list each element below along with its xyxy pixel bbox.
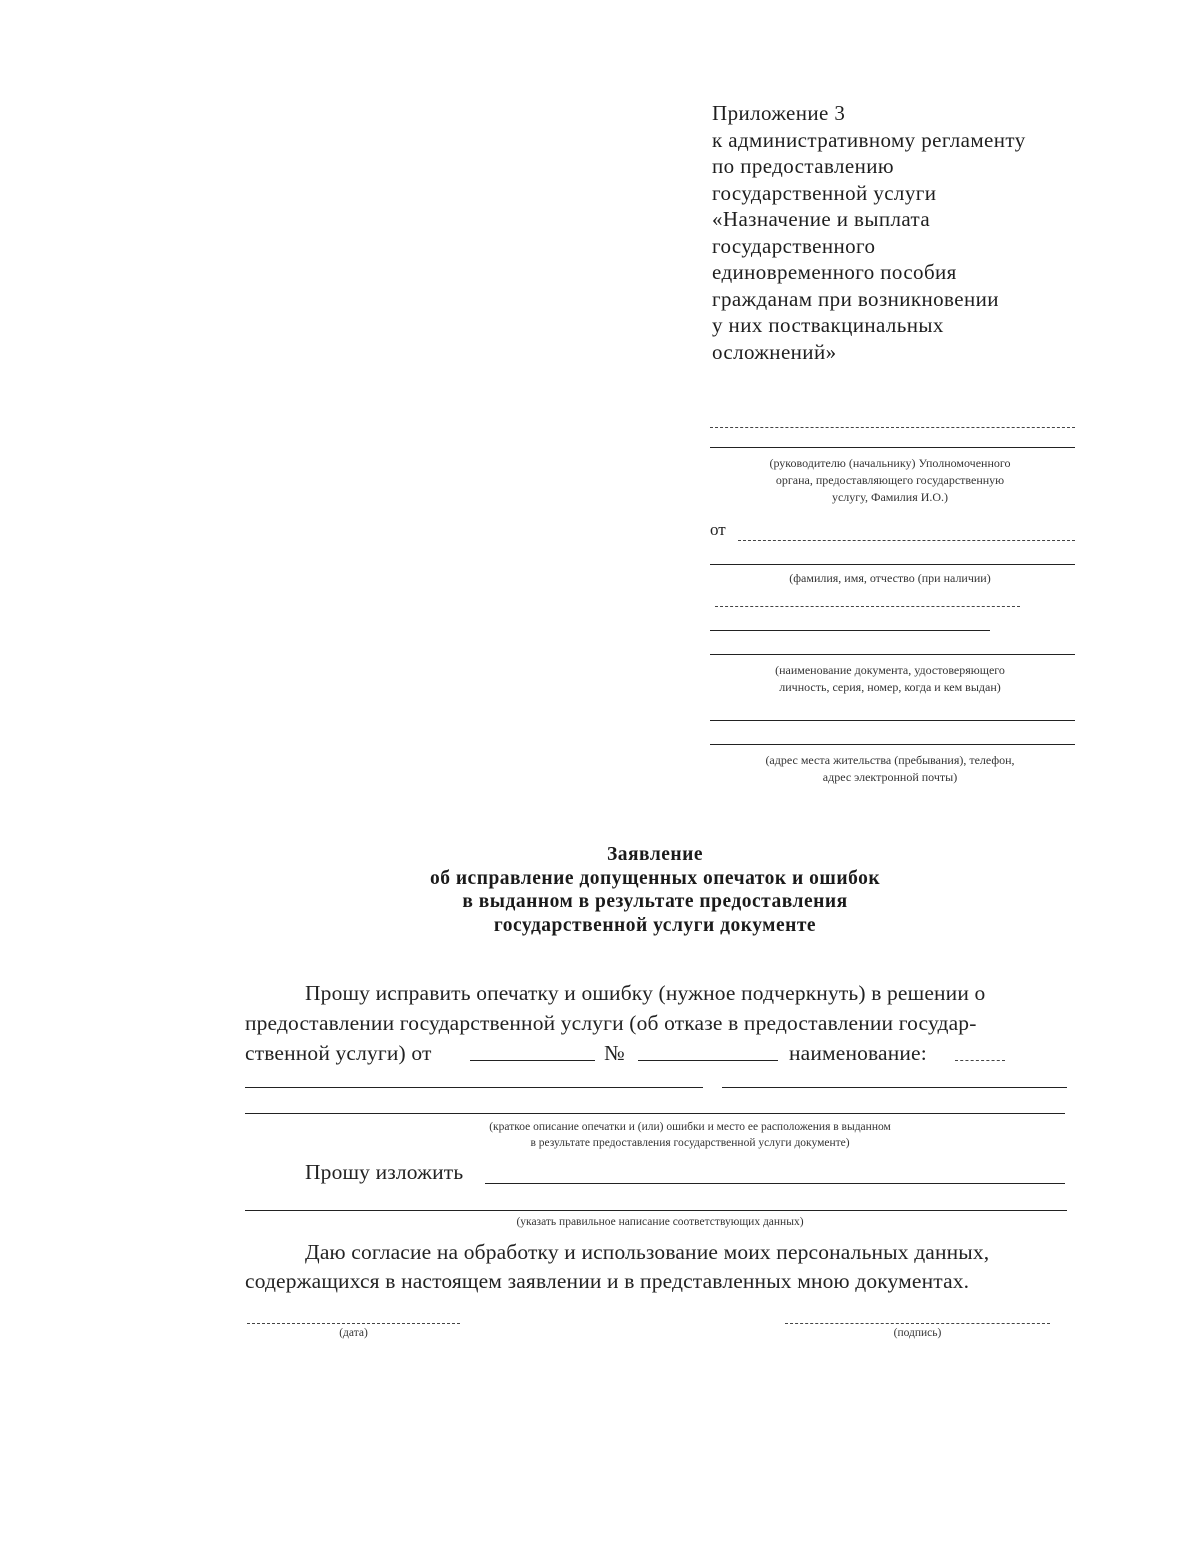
appendix-line: гражданам при возникновении (712, 286, 999, 311)
recipient-caption: (руководителю (начальнику) Уполномоченного органа, предоставляющего государственную услугу, Фамилия И.О.) (769, 456, 1011, 504)
recipient-line-1[interactable] (710, 427, 1075, 428)
request-line-1: Прошу исправить опечатку и ошибку (нужное подчеркнуть) в решении о (305, 981, 986, 1005)
request-line-2: предоставлении государственной услуги (об отказе в предоставлении государ- (245, 1011, 977, 1035)
request-number-field[interactable] (638, 1060, 778, 1061)
statement-field-2[interactable] (245, 1210, 1067, 1211)
consent-line-1: Даю согласие на обработку и использование моих персональных данных, (305, 1240, 990, 1264)
title-line: об исправление допущенных опечаток и ошибок (429, 867, 881, 889)
applicant-address-caption: (адрес места жительства (пребывания), телефон, адрес электронной почты) (765, 753, 1015, 784)
signature-field[interactable] (785, 1323, 1050, 1324)
applicant-document-line-1[interactable] (715, 606, 1020, 607)
error-description-line-2[interactable] (245, 1113, 1065, 1114)
signature-caption: (подпись) (893, 1327, 942, 1339)
appendix-line: у них поствакцинальных (712, 313, 944, 337)
statement-field-1[interactable] (485, 1183, 1065, 1184)
applicant-address-line-2[interactable] (710, 744, 1075, 745)
statement-caption: (указать правильное написание соответствующих данных) (516, 1216, 804, 1228)
request-date-field[interactable] (470, 1060, 595, 1061)
appendix-line: государственной услуги (712, 180, 937, 205)
title-line: в выданном в результате предоставления (462, 891, 848, 912)
appendix-line: к административному регламенту (712, 127, 1026, 152)
title-line: Заявление (606, 844, 704, 865)
from-label: от (710, 520, 726, 539)
appendix-line: «Назначение и выплата (712, 207, 931, 231)
request-name-label: наименование: (789, 1041, 927, 1065)
recipient-line-2[interactable] (710, 447, 1075, 448)
appendix-line: Приложение 3 (712, 101, 846, 125)
date-caption: (дата) (339, 1327, 368, 1339)
applicant-document-line-3[interactable] (710, 654, 1075, 655)
appendix-line: единовременного пособия (712, 260, 957, 284)
number-sign: № (604, 1041, 625, 1065)
appendix-line: осложнений» (712, 339, 837, 364)
applicant-name-caption: (фамилия, имя, отчество (при наличии) (789, 571, 991, 585)
statement-label: Прошу изложить (305, 1160, 464, 1184)
applicant-document-line-2[interactable] (710, 630, 990, 631)
error-description-line-1a[interactable] (245, 1087, 703, 1088)
error-description-line-1b[interactable] (722, 1087, 1067, 1088)
appendix-block (712, 100, 1132, 365)
applicant-address-line-1[interactable] (710, 720, 1075, 721)
applicant-name-line-1[interactable] (738, 540, 1075, 541)
applicant-document-caption: (наименование документа, удостоверяющего личность, серия, номер, когда и кем выдан) (775, 663, 1005, 694)
date-field[interactable] (247, 1323, 460, 1324)
document-title (330, 843, 980, 937)
request-name-field[interactable] (955, 1060, 1005, 1061)
appendix-line: государственного (712, 233, 876, 258)
appendix-line: по предоставлению (712, 154, 894, 178)
error-description-caption: (краткое описание опечатки и (или) ошибки и место ее расположения в выданном в результате предоставления государственной услуги документе) (489, 1121, 891, 1149)
title-line: государственной услуги документе (493, 914, 817, 936)
consent-line-2: содержащихся в настоящем заявлении и в представленных мною документах. (245, 1269, 970, 1293)
request-line-3-label: ственной услуги) от (245, 1041, 432, 1065)
applicant-name-line-2[interactable] (710, 564, 1075, 565)
